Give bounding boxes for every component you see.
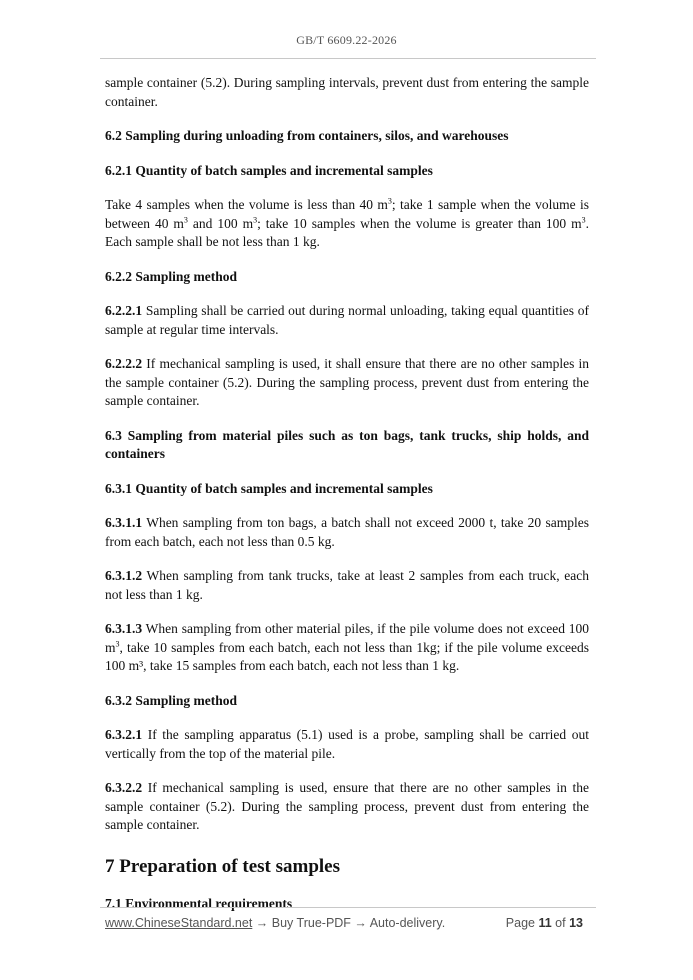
paragraph-6-3-2-1 [105,726,589,763]
page-indicator [506,916,583,930]
clause-text: If the sampling apparatus (5.1) used is a probe, sampling shall be carried out vertically from the top of the material pile. [105,727,589,761]
document-body [105,74,589,929]
paragraph-6-2-2-2 [105,355,589,411]
text-segment: . Each sample shall be not less than 1 kg. [105,215,590,249]
total-page-number: 13 [569,916,583,930]
clause-text: When sampling from tank trucks, take at least 2 samples from each truck, each not less than 1 kg. [105,568,589,602]
heading-6-2: 6.2 Sampling during unloading from containers, silos, and warehouses [105,128,509,143]
superscript: 3 [253,215,258,224]
heading-7-1: 7.1 Environmental requirements [105,895,293,911]
clause-text: Sampling shall be carried out during normal unloading, taking equal quantities of sample at regular time intervals. [105,303,589,337]
clause-number: 6.3.2.2 [105,780,143,795]
heading-7: 7 Preparation of test samples [105,855,341,877]
clause-number: 6.2.2.2 [105,356,143,371]
text-segment: and 100 m [187,215,254,231]
footer-promo [105,916,445,930]
superscript: 3 [115,639,120,648]
heading-6-3-1: 6.3.1 Quantity of batch samples and incremental samples [105,480,433,496]
clause-text: If mechanical sampling is used, ensure that there are no other samples in the sample container (5.2). During the sampling process, prevent dust from entering the sample container. [105,780,589,832]
page-label: Page [505,916,535,930]
clause-number: 6.3.2.1 [105,727,143,742]
superscript: 3 [183,215,188,224]
paragraph-6-2-2-1 [105,302,589,339]
heading-6-3-2: 6.3.2 Sampling method [105,692,238,708]
of-label: of [555,916,566,930]
document-code-header: GB/T 6609.22-2026 [296,33,397,47]
heading-6-2-2: 6.2.2 Sampling method [105,268,238,284]
text-segment: ; take 10 samples when the volume is greater than 100 m [257,215,582,231]
website-link[interactable]: www.ChineseStandard.net [105,916,253,930]
clause-number: 6.3.1.3 [105,621,143,636]
current-page-number: 11 [538,916,552,930]
text-segment: ; take 1 sample when the volume is between 40 m [105,197,589,231]
clause-text: , take 10 samples from each batch, each not less than 1kg; if the pile volume exceeds 100 m³, take 15 samples from each batch, each not less than 1 kg. [105,639,589,673]
superscript: 3 [581,215,586,224]
paragraph-6-3-1-1 [105,514,589,551]
paragraph-6-2-1 [105,196,589,252]
paragraph-6-3-1-3 [105,620,589,676]
clause-number: 6.2.2.1 [105,303,143,318]
clause-number: 6.3.1.1 [105,515,143,530]
clause-text: When sampling from ton bags, a batch shall not exceed 2000 t, take 20 samples from each batch, each not less than 0.5 kg. [105,515,589,549]
clause-text: When sampling from other material piles, if the pile volume does not exceed 100 m [105,621,589,655]
heading-6-2-1: 6.2.1 Quantity of batch samples and incremental samples [105,162,433,178]
footer-promo-text: → Buy True-PDF → Auto-delivery. [252,916,446,930]
paragraph-6-3-2-2 [105,779,589,835]
clause-text: If mechanical sampling is used, it shall ensure that there are no other samples in the sample container (5.2). During the sampling process, prevent dust from entering the sample container. [105,356,589,408]
clause-number: 6.3.1.2 [105,568,143,583]
text-segment: Take 4 samples when the volume is less than 40 m [105,197,388,212]
paragraph-6-3-1-2 [105,567,589,604]
footer-divider [100,907,596,908]
superscript: 3 [387,196,392,206]
continued-paragraph: sample container (5.2). During sampling intervals, prevent dust from entering the sample container. [105,75,589,109]
heading-6-3: 6.3 Sampling from material piles such as ton bags, tank trucks, ship holds, and containers [105,427,589,461]
header-divider [100,58,596,59]
